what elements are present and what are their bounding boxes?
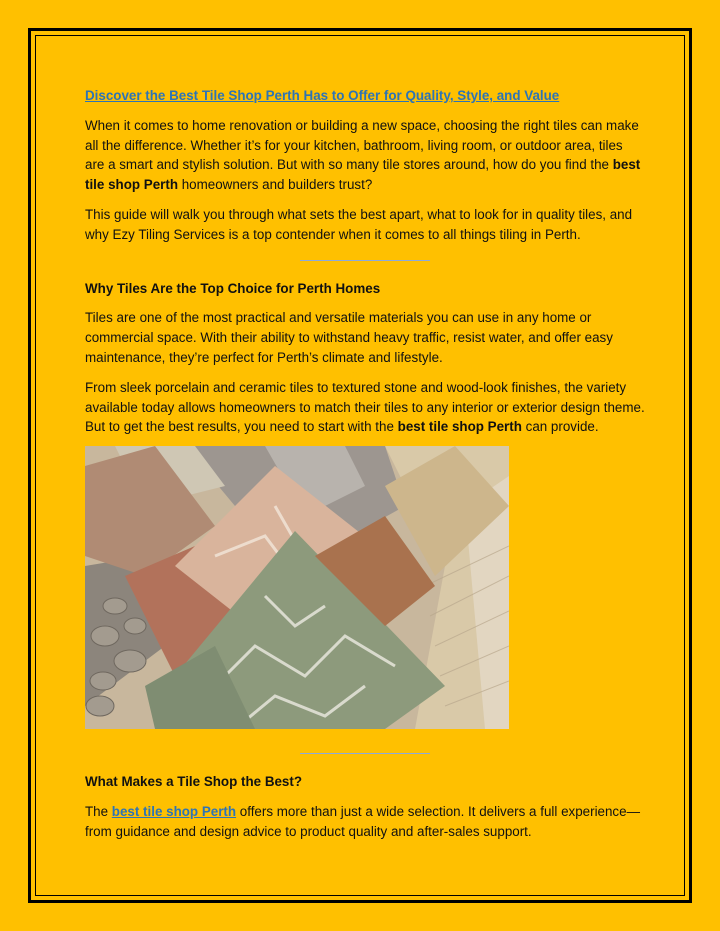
tiles-photo: [85, 446, 509, 729]
intro-paragraph-1: [85, 116, 645, 195]
intro-paragraph-1-bold: best tile shop Perth: [85, 157, 641, 193]
section1-paragraph-1: Tiles are one of the most practical and versatile materials you can use in any home or commercial space. With their ability to withstand heavy traffic, resist water, and offer easy maintenance, they’re perfect for Perth’s climate and lifestyle.: [85, 310, 613, 365]
section-divider-2: [300, 753, 430, 754]
section2-paragraph-1-text: offers more than just a wide selection. It delivers a full experience—from guidance and design advice to product quality and after-sales support.: [85, 803, 640, 839]
section2-paragraph-1: [85, 802, 645, 842]
section-heading-what-makes: What Makes a Tile Shop the Best?: [85, 774, 303, 790]
document-title[interactable]: Discover the Best Tile Shop Perth Has to Offer for Quality, Style, and Value: [85, 88, 560, 103]
intro-paragraph-1-text: When it comes to home renovation or building a new space, choosing the right tiles can make all the difference. Whether it’s for your kitchen, bathroom, living room, or outdoor area, tiles are a smart and stylish solution. But with so many tile stores around, how do you find the: [85, 117, 639, 173]
section-divider: [300, 260, 430, 261]
intro-paragraph-1-tail: homeowners and builders trust?: [178, 177, 373, 193]
document-body: [85, 86, 645, 852]
section2-paragraph-1-pre: The: [85, 803, 112, 819]
section1-paragraph-2-bold: best tile shop Perth: [397, 419, 522, 435]
section1-paragraph-2-tail: can provide.: [521, 419, 599, 435]
intro-paragraph-2: This guide will walk you through what sets the best apart, what to look for in quality tiles, and why Ezy Tiling Services is a top contender when it comes to all things tiling in Perth.: [85, 206, 633, 242]
section1-paragraph-2-text: From sleek porcelain and ceramic tiles to textured stone and wood-look finishes, the variety available today allows homeowners to match their tiles to any interior or exterior design theme. But to get the best results, you need to start with the: [85, 379, 645, 435]
section-heading-why-tiles: Why Tiles Are the Top Choice for Perth Homes: [85, 280, 381, 296]
section1-paragraph-2: [85, 378, 645, 437]
best-tile-shop-link[interactable]: best tile shop Perth: [111, 803, 237, 819]
